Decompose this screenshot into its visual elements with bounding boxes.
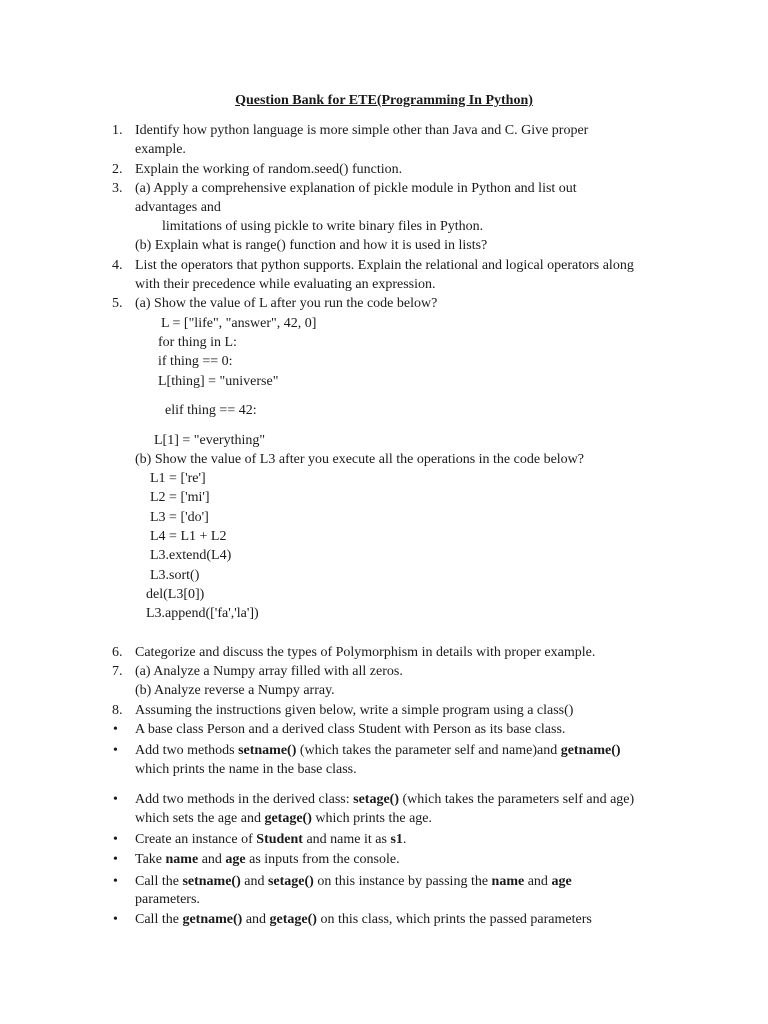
code-line: L1 = ['re']: [150, 471, 206, 486]
q4-line1: List the operators that python supports. Explain the relational and logical operators along: [135, 258, 634, 273]
code-line: del(L3[0]): [146, 587, 205, 602]
bullet-marker: •: [113, 912, 118, 927]
q3-a-line1: (a) Apply a comprehensive explanation of pickle module in Python and list out: [135, 181, 577, 196]
code-line: elif thing == 42:: [165, 403, 257, 418]
q7-b-text: (b) Analyze reverse a Numpy array.: [135, 683, 335, 698]
bullet-marker: •: [113, 832, 118, 847]
question-number: 7.: [112, 664, 123, 679]
code-line: L[thing] = "universe": [158, 374, 279, 389]
bullet-4-text: Create an instance of Student and name it as s1.: [135, 832, 407, 847]
bullet-3-line1: Add two methods in the derived class: setage() (which takes the parameters self and age): [135, 792, 635, 807]
q3-a-line2: advantages and: [135, 200, 221, 215]
bullet-marker: •: [113, 722, 118, 737]
bullet-6-line1: Call the setname() and setage() on this instance by passing the name and age: [135, 874, 572, 889]
code-line: L4 = L1 + L2: [150, 529, 227, 544]
bullet-2-line2: which prints the name in the base class.: [135, 762, 357, 777]
page-title: Question Bank for ETE(Programming In Python): [235, 93, 533, 108]
bullet-7-text: Call the getname() and getage() on this class, which prints the passed parameters: [135, 912, 592, 927]
q3-b-text: (b) Explain what is range() function and how it is used in lists?: [135, 238, 488, 253]
bullet-marker: •: [113, 743, 118, 758]
q3-a-line3: limitations of using pickle to write binary files in Python.: [162, 219, 484, 234]
q2-text: Explain the working of random.seed() function.: [135, 162, 403, 177]
q4-line2: with their precedence while evaluating an expression.: [135, 277, 436, 292]
question-number: 6.: [112, 645, 123, 660]
bullet-2-line1: Add two methods setname() (which takes the parameter self and name)and getname(): [135, 743, 621, 758]
code-line: L3.append(['fa','la']): [146, 606, 259, 621]
code-line: L[1] = "everything": [154, 433, 266, 448]
question-number: 4.: [112, 258, 123, 273]
q1-line1: Identify how python language is more simple other than Java and C. Give proper: [135, 123, 589, 138]
bullet-marker: •: [113, 852, 118, 867]
q7-a-text: (a) Analyze a Numpy array filled with all zeros.: [135, 664, 403, 679]
bullet-marker: •: [113, 792, 118, 807]
q1-line2: example.: [135, 142, 186, 157]
question-number: 2.: [112, 162, 123, 177]
code-line: for thing in L:: [158, 335, 237, 350]
q6-text: Categorize and discuss the types of Polymorphism in details with proper example.: [135, 645, 596, 660]
question-number: 5.: [112, 296, 123, 311]
code-line: L3.sort(): [150, 568, 200, 583]
code-line: L = ["life", "answer", 42, 0]: [161, 316, 317, 331]
q8-text: Assuming the instructions given below, write a simple program using a class(): [135, 703, 574, 718]
bullet-3-line2: which sets the age and getage() which prints the age.: [135, 811, 433, 826]
q5-b-text: (b) Show the value of L3 after you execute all the operations in the code below?: [135, 452, 585, 467]
code-line: L2 = ['mi']: [150, 490, 210, 505]
question-number: 8.: [112, 703, 123, 718]
bullet-marker: •: [113, 874, 118, 889]
code-line: L3 = ['do']: [150, 510, 209, 525]
question-number: 1.: [112, 123, 123, 138]
bullet-6-line2: parameters.: [135, 892, 200, 907]
code-line: L3.extend(L4): [150, 548, 232, 563]
bullet-1-text: A base class Person and a derived class Student with Person as its base class.: [135, 722, 566, 737]
code-line: if thing == 0:: [158, 354, 233, 369]
bullet-5-text: Take name and age as inputs from the console.: [135, 852, 400, 867]
question-number: 3.: [112, 181, 123, 196]
q5-a-text: (a) Show the value of L after you run the code below?: [135, 296, 438, 311]
